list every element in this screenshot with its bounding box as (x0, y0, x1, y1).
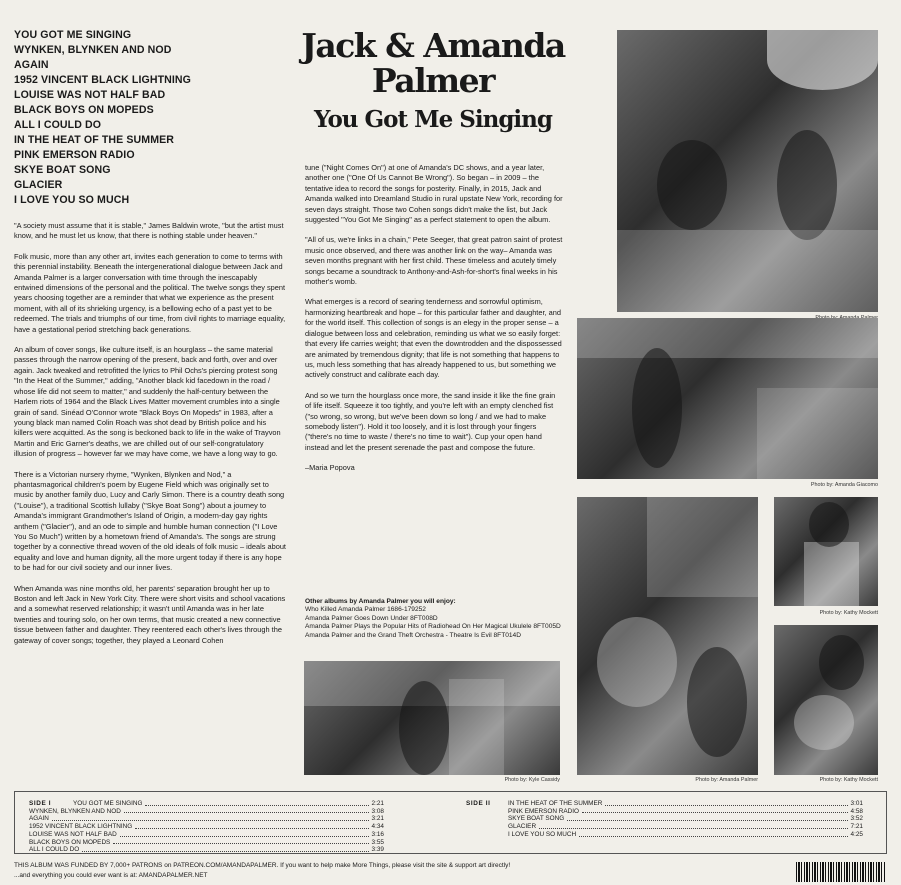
photo-credit-4: Photo by: Kyle Cassidy (504, 777, 560, 783)
track-duration: 3:21 (371, 815, 384, 823)
studio-photo-2 (577, 318, 878, 479)
track-title: WYNKEN, BLYNKEN AND NOD (29, 807, 121, 815)
studio-photo-1 (617, 30, 878, 312)
side-2-label: SIDE II (466, 800, 491, 807)
track-duration: 4:25 (850, 830, 863, 838)
baby-photo-1 (577, 497, 758, 775)
song-list-item: BLACK BOYS ON MOPEDS (14, 104, 154, 116)
track-title: BLACK BOYS ON MOPEDS (29, 838, 111, 846)
song-list-item: PINK EMERSON RADIO (14, 149, 135, 161)
track-duration: 4:58 (850, 807, 863, 815)
author-signature: –Maria Popova (305, 463, 355, 473)
track-row (29, 831, 384, 839)
track-title: PINK EMERSON RADIO (508, 807, 580, 815)
track-row (29, 839, 384, 847)
album-title-block (300, 28, 566, 134)
liner-paragraph: There is a Victorian nursery rhyme, "Wynken, Blynken and Nod," a phantasmagorical children's poem by Eugene Field which was originally set to music by another family duo, Lucy and Carly Simon. There is a country death song ("Louise"), a traditional Scottish lullaby ("Skye Boat Song") about a journey to Amanda's immigrant Grandmother's Island of Origin, a modern-day gay rights anthem ("Glacier"), and an ode to simple and humble human connection ("I Love You So Much") written by a hometown friend of Amanda's. The songs are strung together by a connective thread woven of the old ideals of folk music – ideals about equality and love and human dignity, all the more urgent today if there is any hope to be had for our civil society and our inner lives. (14, 469, 286, 573)
song-list-item: IN THE HEAT OF THE SUMMER (14, 134, 175, 146)
track-title: 1952 VINCENT BLACK LIGHTNING (29, 823, 133, 831)
album-title: You Got Me Singing (314, 106, 552, 133)
track-row (29, 815, 384, 823)
barcode-image (796, 862, 886, 882)
other-albums-heading: Other albums by Amanda Palmer you will enjoy: (305, 598, 456, 605)
baby-photo-2 (774, 625, 878, 775)
track-row (508, 800, 863, 808)
song-list-item: YOU GOT ME SINGING (14, 29, 132, 41)
track-row (29, 800, 384, 808)
song-list-item: I LOVE YOU SO MUCH (14, 194, 130, 206)
artist-name-line1: Jack & Amanda (301, 26, 565, 65)
side-1-label: SIDE I (29, 800, 52, 807)
photo-credit-3: Photo by: Kathy Mockett (819, 610, 878, 616)
photo-credit-6: Photo by: Kathy Mockett (819, 777, 878, 783)
song-list-item: ALL I COULD DO (14, 119, 102, 131)
other-album-item: Amanda Palmer Goes Down Under 8FT008D (305, 614, 438, 622)
track-duration: 3:52 (850, 815, 863, 823)
track-title: YOU GOT ME SINGING (73, 800, 143, 807)
track-title: AGAIN (29, 815, 49, 823)
track-row (508, 823, 863, 831)
footer-line-2: ...and everything you could ever want is at: AMANDAPALMER.NET (14, 871, 208, 879)
track-row (29, 846, 384, 854)
song-list (14, 28, 284, 208)
track-duration: 2:21 (371, 800, 384, 807)
family-photo (304, 661, 560, 775)
liner-paragraph: What emerges is a record of searing tenderness and sorrowful optimism, harmonizing heartbreak and hope – for this particular father and daughter, and for the world itself. This collection of songs is an elegy in the proper sense – a dialogue between loss and celebration, reminding us what we so easily forget: that every life carries weight; that even the downtrodden and the dispossessed are animated by tremendous dignity; that life is not something that happens to us, much less something that has already happened to us, but something we actively construct and calibrate each day. (305, 297, 562, 380)
track-duration: 3:01 (850, 800, 863, 807)
track-title: GLACIER (508, 823, 537, 831)
side-2-tracks (508, 800, 863, 839)
track-duration: 3:55 (371, 838, 384, 846)
track-duration: 3:08 (371, 807, 384, 815)
track-row (29, 808, 384, 816)
footer-line-1: THIS ALBUM WAS FUNDED BY 7,000+ PATRONS on PATREON.COM/AMANDAPALMER. If you want to help make More Things, please visit the site & support art directly! (14, 862, 511, 869)
liner-notes-column-1 (14, 221, 287, 656)
liner-paragraph: tune ("Night Comes On") at one of Amanda's DC shows, and a year later, another one ("One Of Us Cannot Be Wrong"). So began – in 2009 – the tentative idea to record the songs for posterity. Finally, in 2015, Jack and Amanda walked into Dreamland Studio in rural upstate New York, recording for seven days straight. Those two Cohen songs didn't make the list, but Jack suggested "You Got Me Singing" as a perfect statement to open the album. (305, 163, 563, 225)
photo-credit-2: Photo by: Amanda Giacomo (810, 482, 878, 488)
tracklist-box (14, 791, 887, 854)
track-title: LOUISE WAS NOT HALF BAD (29, 830, 117, 838)
liner-paragraph: An album of cover songs, like culture itself, is an hourglass – the same material passes through the narrow opening of the present, back and forth, over and over again. Jack tweaked and retrofitted the lyrics to Phil Ochs's piercing protest song "In the Heat of the Summer," adding, "Another black kid facedown in the road / whose life did not seem to matter," and suddenly the half-century between the Harlem riots of 1964 and the Black Lives Matter movement crumbles into a single grain of sand. Sinéad O'Connor wrote "Black Boys On Mopeds" in 1983, after a young black man named Colin Roach was shot dead by British police and his killers were acquitted. As the song is beckoned back to life in the wake of Trayvon Martin and Eric Garner's deaths, we are chilled out of our self-congratulatory illusion of progress – however far we may have come, we have a long way to go. (14, 345, 281, 459)
track-duration: 3:39 (371, 846, 384, 854)
other-album-item: Who Killed Amanda Palmer 1686-179252 (305, 606, 426, 613)
footer-text (14, 861, 734, 880)
liner-paragraph: And so we turn the hourglass once more, the sand inside it like the fine grain of life itself. Squeeze it too tightly, and you're left with an empty clenched fist ("so wrong, so wrong, but we've been down so long / and we had to make somebody listen"). Hold it too loosely, and it is lost through your fingers ("there's no time to waste / there's no time to wait"). Cup your open hand instead and let the present serenade the past and compose the future. (305, 390, 556, 452)
song-list-item: SKYE BOAT SONG (14, 164, 111, 176)
song-list-item: 1952 VINCENT BLACK LIGHTNING (14, 74, 192, 86)
track-title: IN THE HEAT OF THE SUMMER (508, 800, 603, 807)
song-list-item: AGAIN (14, 59, 49, 71)
song-list-item: WYNKEN, BLYNKEN AND NOD (14, 44, 172, 56)
photo-credit-5: Photo by: Amanda Palmer (695, 777, 758, 783)
artist-name-line2: Palmer (371, 61, 495, 100)
liner-paragraph: When Amanda was nine months old, her parents' separation brought her up to Boston and left Jack in New York City. There were short visits and school vacations and a somewhat reserved relationship; it wasn't until Amanda was in her late twenties and touring solo, on her own terms, that music created a new connective tissue between father and daughter. They reentered each other's lives through the gateway of cover songs; together, they played a Leonard Cohen (14, 583, 286, 645)
song-list-item: LOUISE WAS NOT HALF BAD (14, 89, 166, 101)
track-title: I LOVE YOU SO MUCH (508, 830, 577, 838)
track-duration: 4:34 (371, 823, 384, 831)
other-album-item: Amanda Palmer Plays the Popular Hits of Radiohead On Her Magical Ukulele 8FT005D (305, 623, 561, 631)
track-row (508, 815, 863, 823)
track-duration: 3:16 (371, 830, 384, 838)
track-title: SKYE BOAT SONG (508, 815, 565, 823)
track-row (29, 823, 384, 831)
side-1-tracks (29, 800, 384, 854)
track-title: ALL I COULD DO (29, 846, 80, 854)
other-albums (305, 597, 570, 640)
liner-notes-column-2 (305, 163, 563, 484)
track-row (508, 808, 863, 816)
liner-paragraph: Folk music, more than any other art, invites each generation to come to terms with this perennial instability. Beneath the intergenerational dialogue between Jack and Amanda Palmer is a larger conversation with time through the inescapably entwined dimensions of the personal and the political. The twelve songs they spent years choosing together are a reminder that what we experience as the present moment, with all of its shrieking urgency, is a bellowing echo of a past yet to be redeemed. The trials and triumphs of our time, from civil rights to marriage equality, have a gestational period stretching back generations. (14, 251, 286, 334)
portrait-photo-1 (774, 497, 878, 606)
liner-paragraph: "A society must assume that it is stable," James Baldwin wrote, "but the artist must know, and he must let us know, that there is nothing stable under heaven." (14, 221, 284, 241)
song-list-item: GLACIER (14, 179, 63, 191)
liner-paragraph: "All of us, we're links in a chain," Pete Seeger, that great patron saint of protest music once observed, and there was another link on the way– Amanda was seven months pregnant with her first child. These timeless and acutely timely songs became a soundtrack to Anthony-and-Ash-for-short's final weeks in his mother's womb. (305, 235, 563, 287)
track-duration: 7:21 (850, 823, 863, 831)
other-album-item: Amanda Palmer and the Grand Theft Orchestra - Theatre Is Evil 8FT014D (305, 631, 521, 639)
track-row (508, 831, 863, 839)
